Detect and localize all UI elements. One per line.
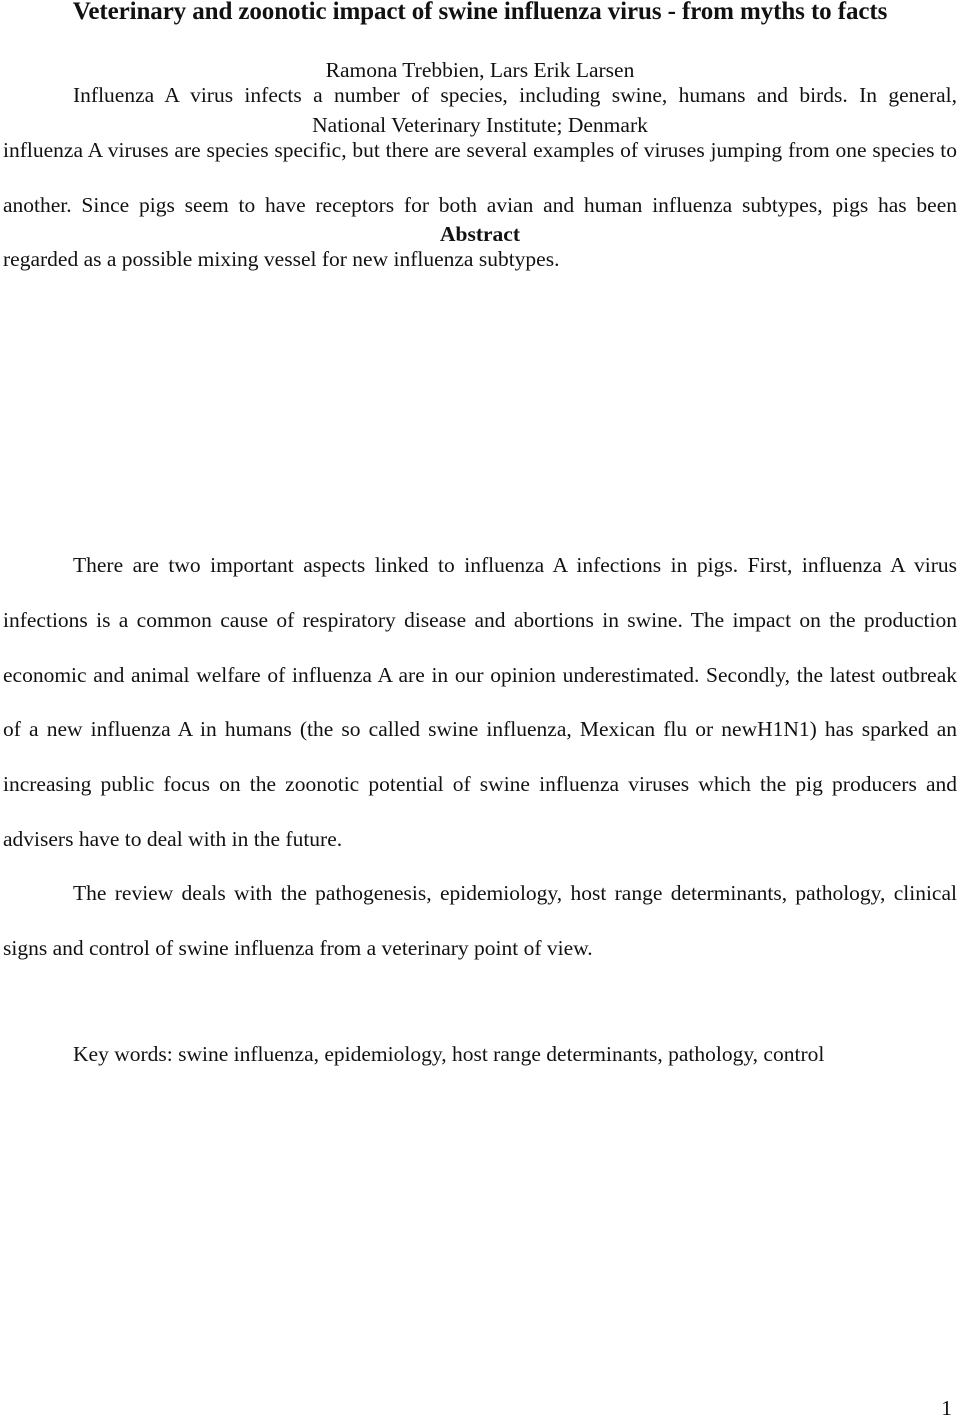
author-list: Ramona Trebbien, Lars Erik Larsen — [325, 58, 635, 82]
page-number: 1 — [941, 1396, 952, 1420]
abstract-paragraph-1: Influenza A virus infects a number of species, including swine, humans and birds. In general, influenza A viruses are species specific, but there are several examples of viruses jumping from one species to another. Since pigs seem to have receptors for both avian and human influenza subtypes, pigs has been regarded as a possible mixing vessel for new influenza subtypes. — [3, 83, 957, 272]
keywords-line: Key words: swine influenza, epidemiology, host range determinants, pathology, control — [73, 1042, 825, 1066]
abstract-heading: Abstract — [439, 222, 520, 246]
abstract-paragraph-3: The review deals with the pathogenesis, epidemiology, host range determinants, pathology, clinical signs and control of swine influenza from a veterinary point of view. — [3, 881, 957, 960]
paper-title: Veterinary and zoonotic impact of swine influenza virus - from myths to facts — [72, 0, 888, 25]
abstract-paragraph-2: There are two important aspects linked to influenza A infections in pigs. First, influenza A virus infections is a common cause of respiratory disease and abortions in swine. The impact on the production economic and animal welfare of influenza A are in our opinion underestimated. Secondly, the latest outbreak of a new influenza A in humans (the so called swine influenza, Mexican flu or newH1N1) has sparked an increasing public focus on the zoonotic potential of swine influenza viruses which the pig producers and advisers have to deal with in the future. — [3, 553, 957, 851]
author-affiliation: National Veterinary Institute; Denmark — [312, 113, 648, 137]
